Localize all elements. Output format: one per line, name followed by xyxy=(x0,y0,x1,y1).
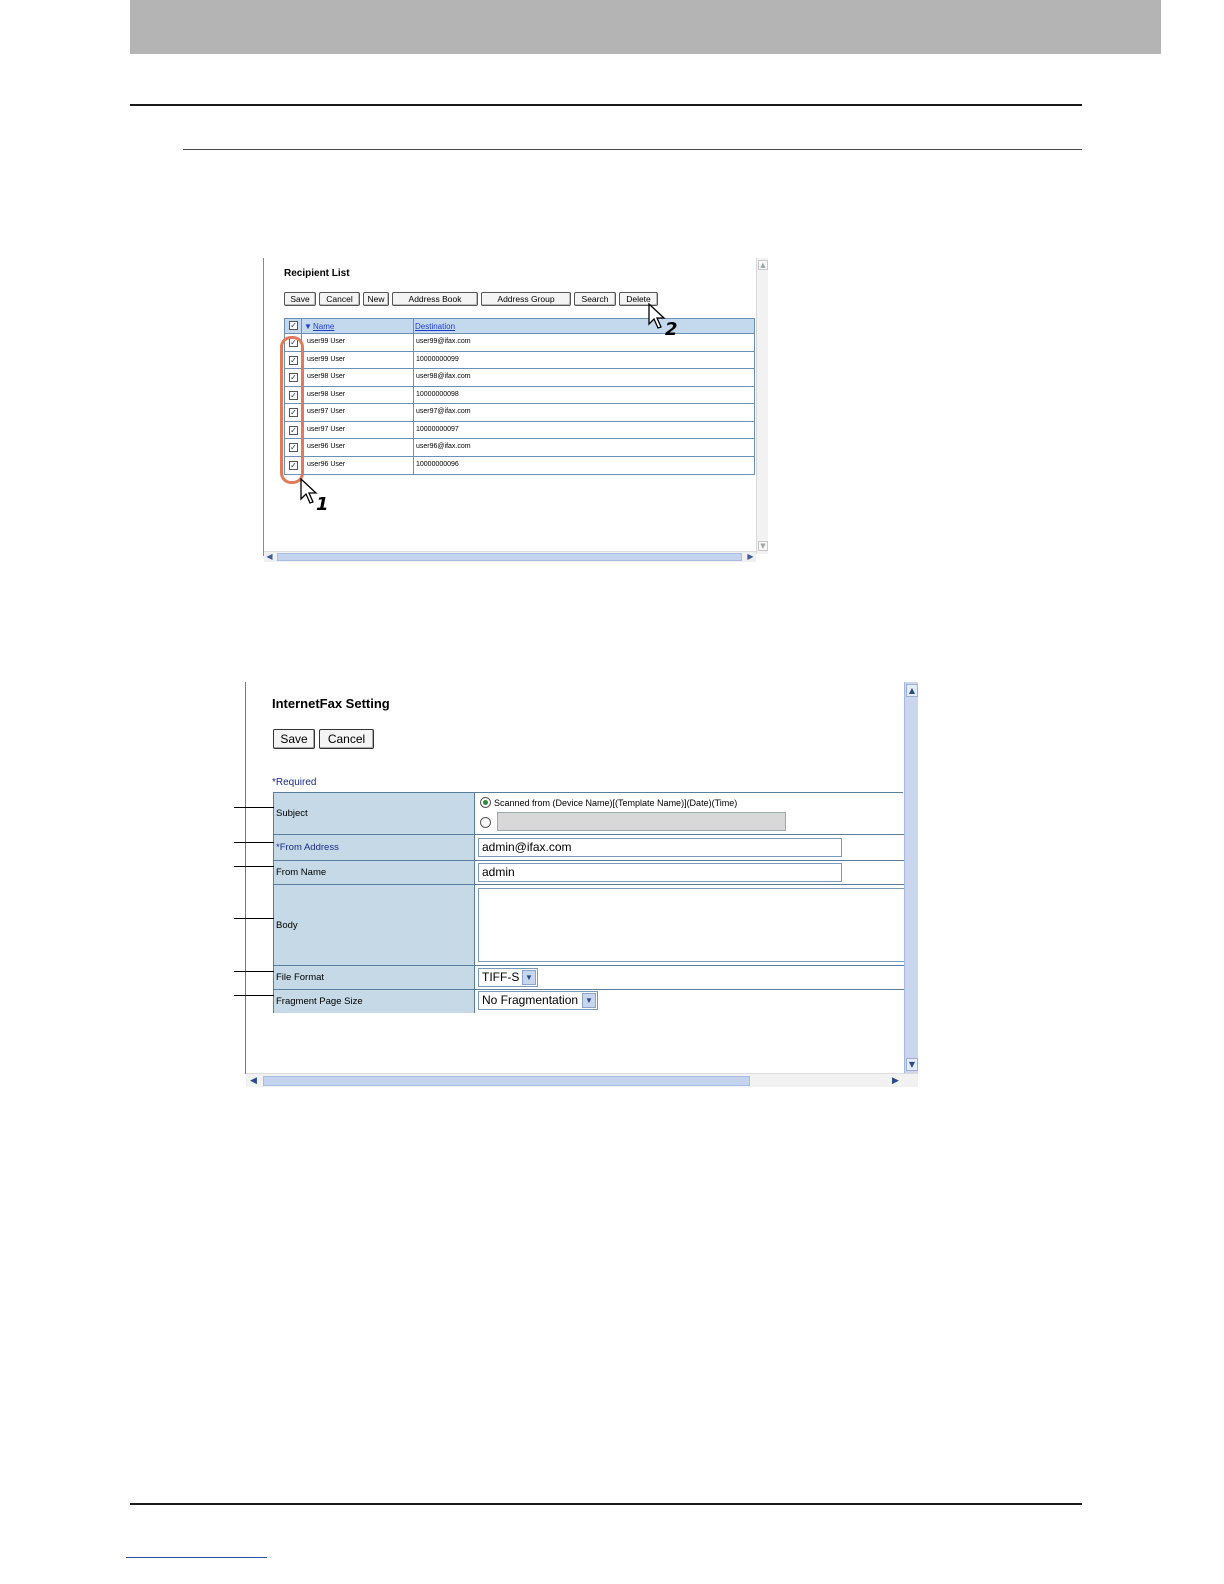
scroll-down-icon[interactable]: ▼ xyxy=(906,1058,918,1071)
row-checkbox[interactable]: ✓ xyxy=(290,373,297,382)
subject-custom-radio[interactable] xyxy=(480,817,491,828)
destination-column-header[interactable]: Destination xyxy=(415,322,456,331)
delete-button[interactable]: Delete xyxy=(619,292,658,306)
step-1-label: 1 xyxy=(316,494,329,515)
cursor-icon xyxy=(648,303,666,331)
table-row[interactable] xyxy=(285,334,754,352)
row-name: user96 User xyxy=(307,443,346,450)
callout-line xyxy=(234,918,274,919)
chevron-down-icon[interactable]: ▼ xyxy=(582,993,596,1008)
table-row[interactable] xyxy=(285,369,754,387)
row-destination: 10000000099 xyxy=(416,355,459,363)
row-name: user99 User xyxy=(307,338,346,345)
select-all-checkbox[interactable]: ✓ xyxy=(290,321,297,330)
scroll-right-icon[interactable]: ▶ xyxy=(747,552,754,561)
recipient-list-title: Recipient List xyxy=(284,268,350,279)
from-address-label: *From Address xyxy=(274,835,475,861)
row-destination: user99@ifax.com xyxy=(416,338,471,345)
save-button[interactable]: Save xyxy=(273,729,315,749)
step-2-label: 2 xyxy=(665,319,678,340)
row-destination: user97@ifax.com xyxy=(416,408,471,415)
row-name: user98 User xyxy=(307,390,346,398)
cancel-button[interactable]: Cancel xyxy=(319,292,360,306)
scroll-thumb[interactable] xyxy=(263,1076,750,1086)
cancel-button[interactable]: Cancel xyxy=(319,729,374,749)
table-row[interactable] xyxy=(285,404,754,422)
callout-line xyxy=(234,842,274,843)
body-textarea[interactable] xyxy=(478,888,908,962)
settings-form xyxy=(273,792,903,1013)
subject-default-radio[interactable] xyxy=(480,797,491,808)
file-format-value: TIFF-S xyxy=(482,970,520,984)
from-name-label: From Name xyxy=(274,861,475,885)
from-address-input[interactable]: admin@ifax.com xyxy=(478,838,842,857)
from-name-cell xyxy=(475,861,904,885)
row-destination: 10000000098 xyxy=(416,390,459,398)
callout-line xyxy=(234,995,274,996)
sort-desc-icon: ▼ xyxy=(304,322,312,331)
row-name: user97 User xyxy=(307,408,346,415)
row-checkbox[interactable]: ✓ xyxy=(290,390,297,400)
row-destination: user98@ifax.com xyxy=(416,373,471,380)
frame-edge xyxy=(245,682,246,1074)
new-button[interactable]: New xyxy=(363,292,389,306)
row-name: user97 User xyxy=(307,425,346,433)
fragment-page-size-value: No Fragmentation xyxy=(482,993,579,1007)
name-column-header[interactable]: Name xyxy=(313,322,335,331)
address-book-button[interactable]: Address Book xyxy=(392,292,478,306)
internetfax-title: InternetFax Setting xyxy=(272,696,390,711)
bottom-rule xyxy=(130,1503,1082,1505)
callout-line xyxy=(234,971,274,972)
table-row[interactable] xyxy=(285,439,754,457)
row-checkbox[interactable]: ✓ xyxy=(290,355,297,365)
fragment-page-size-label: Fragment Page Size xyxy=(274,990,475,1013)
file-format-select[interactable] xyxy=(478,968,538,987)
checkbox-highlight xyxy=(280,336,304,484)
table-header xyxy=(285,319,754,334)
scroll-thumb[interactable] xyxy=(277,553,742,561)
file-format-cell xyxy=(475,966,904,990)
recipient-table xyxy=(284,318,755,475)
row-checkbox[interactable]: ✓ xyxy=(290,338,297,347)
subject-default-option: Scanned from (Device Name)[(Template Name)](Date)(Time) xyxy=(494,798,738,808)
save-button[interactable]: Save xyxy=(284,292,316,306)
table-row[interactable] xyxy=(285,352,754,370)
address-group-button[interactable]: Address Group xyxy=(481,292,571,306)
body-cell xyxy=(475,885,904,966)
row-checkbox[interactable]: ✓ xyxy=(290,425,297,435)
subject-label: Subject xyxy=(274,793,475,835)
row-destination: 10000000097 xyxy=(416,425,459,433)
subject-custom-input[interactable] xyxy=(497,812,786,831)
scroll-down-icon[interactable]: ▼ xyxy=(758,541,768,551)
subject-value xyxy=(475,793,904,835)
recipient-list-screenshot xyxy=(262,258,770,563)
frame-edge xyxy=(263,258,264,556)
row-checkbox[interactable]: ✓ xyxy=(290,443,297,452)
row-checkbox[interactable]: ✓ xyxy=(290,460,297,470)
row-checkbox[interactable]: ✓ xyxy=(290,408,297,417)
scroll-up-icon[interactable]: ▲ xyxy=(906,684,918,697)
fragment-page-size-select[interactable] xyxy=(478,991,598,1010)
row-name: user96 User xyxy=(307,460,346,468)
row-name: user99 User xyxy=(307,355,346,363)
chevron-down-icon[interactable]: ▼ xyxy=(522,970,536,985)
fragment-page-size-cell xyxy=(475,990,904,1013)
internetfax-setting-screenshot xyxy=(244,682,920,1090)
row-destination: user96@ifax.com xyxy=(416,443,471,450)
table-row[interactable] xyxy=(285,457,754,475)
table-row[interactable] xyxy=(285,422,754,440)
file-format-label: File Format xyxy=(274,966,475,990)
horizontal-scrollbar[interactable] xyxy=(246,1073,918,1087)
footer-link-underline[interactable] xyxy=(126,1557,267,1558)
body-label: Body xyxy=(274,885,475,966)
scroll-right-icon[interactable]: ▶ xyxy=(892,1076,899,1086)
from-address-cell xyxy=(475,835,904,861)
section-rule xyxy=(183,149,1082,150)
required-note: *Required xyxy=(272,777,317,788)
callout-line xyxy=(234,807,274,808)
scroll-left-icon[interactable]: ◀ xyxy=(250,1076,257,1086)
horizontal-scrollbar[interactable] xyxy=(264,551,756,562)
vertical-scrollbar[interactable] xyxy=(756,258,768,554)
from-name-input[interactable]: admin xyxy=(478,863,842,882)
page-header-band xyxy=(130,0,1161,54)
row-name: user98 User xyxy=(307,373,346,380)
table-row[interactable] xyxy=(285,387,754,405)
search-button[interactable]: Search xyxy=(574,292,616,306)
scroll-left-icon[interactable]: ◀ xyxy=(266,552,273,561)
top-rule xyxy=(130,104,1082,106)
callout-line xyxy=(234,866,274,867)
scroll-up-icon[interactable]: ▲ xyxy=(758,260,768,270)
vertical-scrollbar[interactable] xyxy=(904,682,918,1074)
row-destination: 10000000096 xyxy=(416,460,459,468)
